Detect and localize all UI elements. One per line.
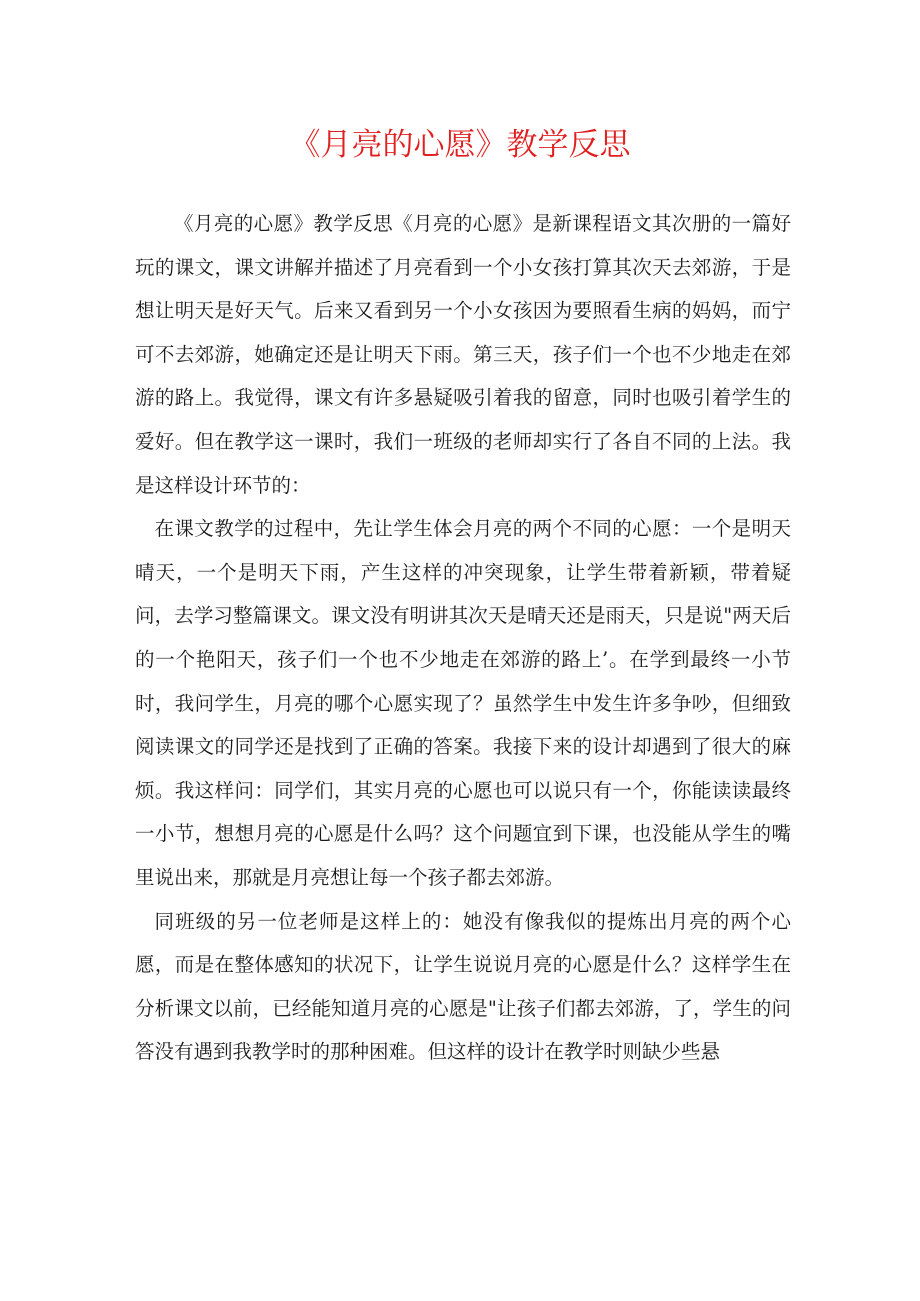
- document-title: 《月亮的心愿》教学反思: [289, 127, 631, 163]
- paragraph-my-lesson: 在课文教学的过程中，先让学生体会月亮的两个不同的心愿：一个是明天晴天，一个是明天下雨，产生这样的冲突现象，让学生带着新颖，带着疑问，去学习整篇课文。课文没有明讲其次天是晴天还是雨天，只是说"两天后的一个艳阳天，孩子们一个也不少地走在郊游的路上’。在学到最终一小节时，我问学生，月亮的哪个心愿实现了？虽然学生中发生许多争吵，但细致阅读课文的同学还是找到了正确的答案。我接下来的设计却遇到了很大的麻烦。我这样问：同学们，其实月亮的心愿也可以说只有一个，你能读读最终一小节，想想月亮的心愿是什么吗？这个问题宜到下课，也没能从学生的嘴里说出来，那就是月亮想让每一个孩子都去郊游。: [135, 517, 791, 889]
- paragraph-colleague-lesson: 同班级的另一位老师是这样上的：她没有像我似的提炼出月亮的两个心愿，而是在整体感知的状况下，让学生说说月亮的心愿是什么？这样学生在分析课文以前，已经能知道月亮的心愿是"让孩子们都去郊游，了，学生的问答没有遇到我教学时的那种困难。但这样的设计在教学时则缺少些悬: [135, 909, 791, 1064]
- document-body: [135, 202, 791, 1074]
- paragraph-intro: 《月亮的心愿》教学反思《月亮的心愿》是新课程语文其次册的一篇好玩的课文，课文讲解并描述了月亮看到一个小女孩打算其次天去郊游，于是想让明天是好天气。后来又看到另一个小女孩因为要照看生病的妈妈，而宁可不去郊游，她确定还是让明天下雨。第三天，孩子们一个也不少地走在郊游的路上。我觉得，课文有许多悬疑吸引着我的留意，同时也吸引着学生的爱好。但在教学这一课时，我们一班级的老师却实行了各自不同的上法。我是这样设计环节的：: [135, 212, 791, 497]
